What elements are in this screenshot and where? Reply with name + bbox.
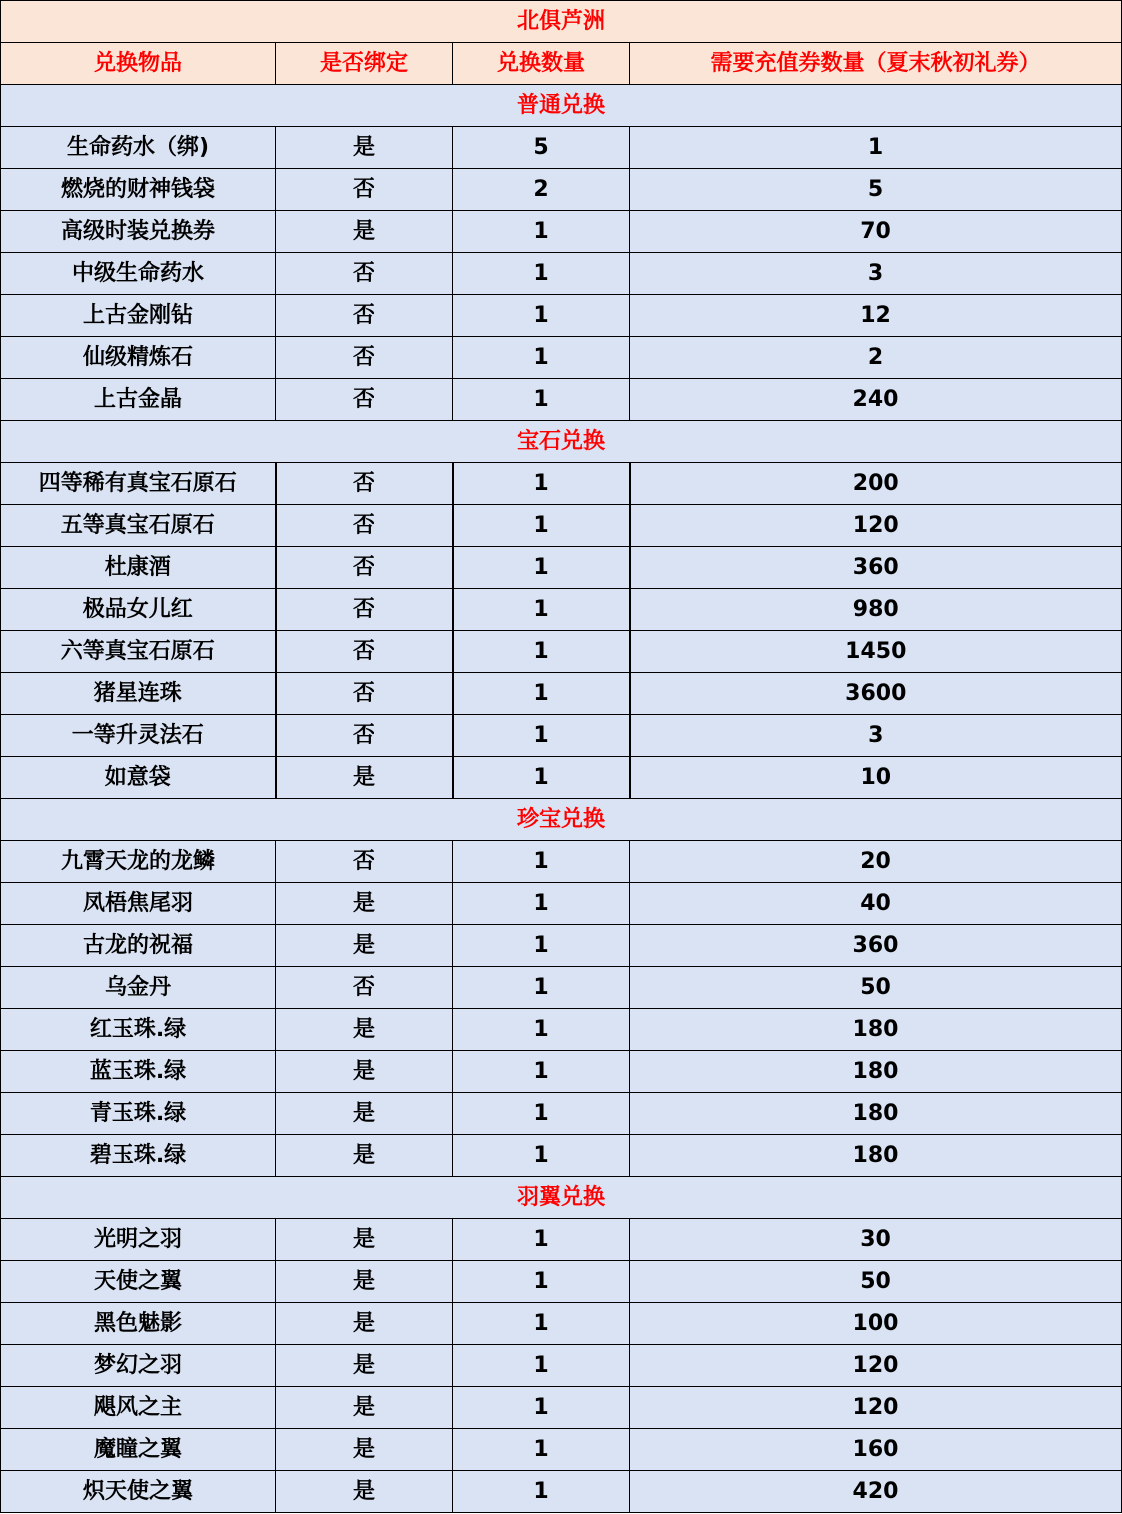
- cell-item: 凤梧焦尾羽: [1, 883, 276, 925]
- cell-bound: 否: [276, 841, 453, 883]
- cell-item: 五等真宝石原石: [1, 505, 276, 547]
- cell-cost: 100: [630, 1303, 1122, 1345]
- cell-quantity: 1: [453, 253, 630, 295]
- cell-bound: 否: [276, 631, 453, 673]
- cell-item: 生命药水（绑): [1, 127, 276, 169]
- cell-quantity: 1: [453, 379, 630, 421]
- table-row: [1, 337, 1122, 379]
- cell-item: 魔瞳之翼: [1, 1429, 276, 1471]
- cell-bound: 是: [276, 1051, 453, 1093]
- cell-item: 炽天使之翼: [1, 1471, 276, 1513]
- cell-cost: 2: [630, 337, 1122, 379]
- cell-item: 古龙的祝福: [1, 925, 276, 967]
- cell-item: 仙级精炼石: [1, 337, 276, 379]
- cell-bound: 是: [276, 1345, 453, 1387]
- cell-bound: 是: [276, 1303, 453, 1345]
- table-row: [1, 547, 1122, 589]
- table-row: [1, 1261, 1122, 1303]
- cell-cost: 40: [630, 883, 1122, 925]
- cell-bound: 是: [276, 1093, 453, 1135]
- section-title: 普通兑换: [1, 85, 1122, 127]
- cell-item: 黑色魅影: [1, 1303, 276, 1345]
- cell-item: 上古金刚钻: [1, 295, 276, 337]
- table-row: [1, 505, 1122, 547]
- cell-bound: 否: [276, 337, 453, 379]
- table-title: 北俱芦洲: [1, 1, 1122, 43]
- cell-item: 上古金晶: [1, 379, 276, 421]
- cell-cost: 200: [630, 463, 1122, 505]
- cell-item: 青玉珠.绿: [1, 1093, 276, 1135]
- header-bound: 是否绑定: [276, 43, 453, 85]
- table-row: [1, 631, 1122, 673]
- cell-cost: 30: [630, 1219, 1122, 1261]
- cell-quantity: 1: [453, 1261, 630, 1303]
- table-row: [1, 1093, 1122, 1135]
- cell-cost: 240: [630, 379, 1122, 421]
- cell-bound: 是: [276, 757, 453, 799]
- cell-cost: 120: [630, 1387, 1122, 1429]
- cell-quantity: 1: [453, 547, 630, 589]
- table-row: [1, 169, 1122, 211]
- cell-bound: 否: [276, 379, 453, 421]
- cell-cost: 120: [630, 505, 1122, 547]
- cell-cost: 420: [630, 1471, 1122, 1513]
- cell-quantity: 1: [453, 505, 630, 547]
- cell-bound: 否: [276, 967, 453, 1009]
- cell-bound: 否: [276, 169, 453, 211]
- cell-cost: 12: [630, 295, 1122, 337]
- header-item: 兑换物品: [1, 43, 276, 85]
- cell-bound: 否: [276, 715, 453, 757]
- table-row: [1, 1009, 1122, 1051]
- cell-item: 飓风之主: [1, 1387, 276, 1429]
- cell-quantity: 2: [453, 169, 630, 211]
- cell-cost: 1450: [630, 631, 1122, 673]
- table-row: [1, 295, 1122, 337]
- cell-cost: 360: [630, 925, 1122, 967]
- table-row: [1, 1387, 1122, 1429]
- cell-cost: 980: [630, 589, 1122, 631]
- cell-quantity: 1: [453, 1135, 630, 1177]
- cell-quantity: 1: [453, 841, 630, 883]
- cell-quantity: 1: [453, 1303, 630, 1345]
- cell-bound: 是: [276, 1261, 453, 1303]
- section-title: 珍宝兑换: [1, 799, 1122, 841]
- cell-bound: 否: [276, 547, 453, 589]
- cell-bound: 否: [276, 463, 453, 505]
- cell-quantity: 1: [453, 589, 630, 631]
- cell-quantity: 1: [453, 757, 630, 799]
- cell-item: 猪星连珠: [1, 673, 276, 715]
- table-row: [1, 925, 1122, 967]
- cell-bound: 是: [276, 1135, 453, 1177]
- cell-item: 燃烧的财神钱袋: [1, 169, 276, 211]
- cell-quantity: 1: [453, 1219, 630, 1261]
- table-row: [1, 253, 1122, 295]
- cell-item: 梦幻之羽: [1, 1345, 276, 1387]
- table-row: [1, 1471, 1122, 1513]
- exchange-table-body: [1, 1, 1122, 1513]
- table-row: [1, 211, 1122, 253]
- cell-quantity: 1: [453, 1429, 630, 1471]
- cell-item: 六等真宝石原石: [1, 631, 276, 673]
- cell-item: 如意袋: [1, 757, 276, 799]
- cell-item: 光明之羽: [1, 1219, 276, 1261]
- section-row: [1, 85, 1122, 127]
- cell-item: 九霄天龙的龙鳞: [1, 841, 276, 883]
- cell-bound: 是: [276, 925, 453, 967]
- cell-bound: 是: [276, 1009, 453, 1051]
- cell-bound: 否: [276, 589, 453, 631]
- section-row: [1, 799, 1122, 841]
- header-cost: 需要充值券数量（夏末秋初礼券）: [630, 43, 1122, 85]
- cell-bound: 是: [276, 1429, 453, 1471]
- cell-item: 极品女儿红: [1, 589, 276, 631]
- section-title: 宝石兑换: [1, 421, 1122, 463]
- cell-cost: 180: [630, 1051, 1122, 1093]
- section-title: 羽翼兑换: [1, 1177, 1122, 1219]
- section-row: [1, 1177, 1122, 1219]
- cell-quantity: 1: [453, 925, 630, 967]
- table-row: [1, 379, 1122, 421]
- cell-quantity: 1: [453, 631, 630, 673]
- cell-cost: 5: [630, 169, 1122, 211]
- cell-item: 乌金丹: [1, 967, 276, 1009]
- cell-item: 蓝玉珠.绿: [1, 1051, 276, 1093]
- table-row: [1, 127, 1122, 169]
- title-row: [1, 1, 1122, 43]
- cell-quantity: 1: [453, 1471, 630, 1513]
- cell-quantity: 1: [453, 1345, 630, 1387]
- cell-bound: 是: [276, 1219, 453, 1261]
- cell-bound: 否: [276, 673, 453, 715]
- cell-quantity: 1: [453, 295, 630, 337]
- table-row: [1, 1219, 1122, 1261]
- cell-quantity: 1: [453, 337, 630, 379]
- cell-cost: 180: [630, 1093, 1122, 1135]
- cell-bound: 是: [276, 1387, 453, 1429]
- cell-bound: 是: [276, 127, 453, 169]
- cell-quantity: 1: [453, 1009, 630, 1051]
- cell-quantity: 5: [453, 127, 630, 169]
- cell-quantity: 1: [453, 883, 630, 925]
- cell-quantity: 1: [453, 211, 630, 253]
- cell-cost: 50: [630, 967, 1122, 1009]
- cell-item: 中级生命药水: [1, 253, 276, 295]
- cell-cost: 3: [630, 253, 1122, 295]
- cell-cost: 360: [630, 547, 1122, 589]
- cell-item: 高级时装兑换券: [1, 211, 276, 253]
- cell-cost: 20: [630, 841, 1122, 883]
- header-row: [1, 43, 1122, 85]
- cell-cost: 3600: [630, 673, 1122, 715]
- table-row: [1, 1135, 1122, 1177]
- cell-item: 天使之翼: [1, 1261, 276, 1303]
- cell-bound: 是: [276, 883, 453, 925]
- cell-quantity: 1: [453, 463, 630, 505]
- cell-bound: 否: [276, 253, 453, 295]
- cell-item: 红玉珠.绿: [1, 1009, 276, 1051]
- table-row: [1, 841, 1122, 883]
- cell-cost: 3: [630, 715, 1122, 757]
- cell-cost: 1: [630, 127, 1122, 169]
- cell-quantity: 1: [453, 967, 630, 1009]
- table-row: [1, 589, 1122, 631]
- cell-cost: 180: [630, 1135, 1122, 1177]
- table-row: [1, 1303, 1122, 1345]
- cell-item: 碧玉珠.绿: [1, 1135, 276, 1177]
- cell-item: 一等升灵法石: [1, 715, 276, 757]
- table-row: [1, 463, 1122, 505]
- cell-cost: 10: [630, 757, 1122, 799]
- table-row: [1, 757, 1122, 799]
- cell-cost: 160: [630, 1429, 1122, 1471]
- cell-quantity: 1: [453, 1093, 630, 1135]
- cell-bound: 是: [276, 1471, 453, 1513]
- table-row: [1, 883, 1122, 925]
- cell-quantity: 1: [453, 715, 630, 757]
- cell-quantity: 1: [453, 1051, 630, 1093]
- cell-cost: 120: [630, 1345, 1122, 1387]
- cell-quantity: 1: [453, 673, 630, 715]
- table-row: [1, 1345, 1122, 1387]
- table-row: [1, 1051, 1122, 1093]
- table-row: [1, 967, 1122, 1009]
- cell-item: 四等稀有真宝石原石: [1, 463, 276, 505]
- cell-bound: 是: [276, 211, 453, 253]
- table-row: [1, 715, 1122, 757]
- cell-cost: 180: [630, 1009, 1122, 1051]
- table-row: [1, 1429, 1122, 1471]
- table-row: [1, 673, 1122, 715]
- header-quantity: 兑换数量: [453, 43, 630, 85]
- cell-bound: 否: [276, 505, 453, 547]
- cell-quantity: 1: [453, 1387, 630, 1429]
- cell-cost: 70: [630, 211, 1122, 253]
- section-row: [1, 421, 1122, 463]
- cell-bound: 否: [276, 295, 453, 337]
- cell-cost: 50: [630, 1261, 1122, 1303]
- cell-item: 杜康酒: [1, 547, 276, 589]
